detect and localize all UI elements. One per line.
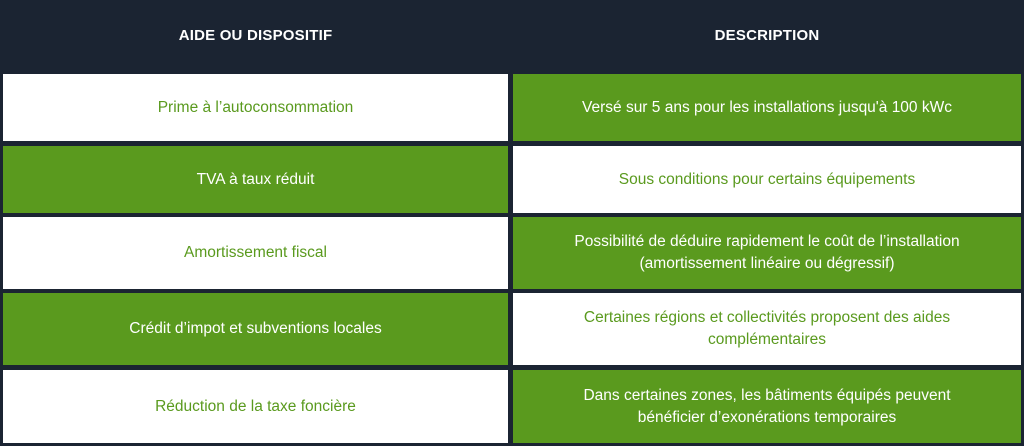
row-5-aide: Réduction de la taxe foncière <box>3 370 508 443</box>
row-4-description: Certaines régions et collectivités proposent des aides complémentaires <box>513 293 1021 365</box>
row-1-description: Versé sur 5 ans pour les installations jusqu'à 100 kWc <box>513 74 1021 141</box>
row-4-aide: Crédit d’impot et subventions locales <box>3 293 508 365</box>
row-2-description: Sous conditions pour certains équipements <box>513 146 1021 213</box>
row-5-description: Dans certaines zones, les bâtiments équipés peuvent bénéficier d’exonérations temporaires <box>513 370 1021 443</box>
row-3-description: Possibilité de déduire rapidement le coût de l’installation (amortissement linéaire ou dégressif) <box>513 217 1021 289</box>
row-3-aide: Amortissement fiscal <box>3 217 508 289</box>
row-1-aide: Prime à l’autoconsommation <box>3 74 508 141</box>
header-description: DESCRIPTION <box>513 0 1021 72</box>
row-2-aide: TVA à taux réduit <box>3 146 508 213</box>
header-aide: AIDE OU DISPOSITIF <box>3 0 508 72</box>
